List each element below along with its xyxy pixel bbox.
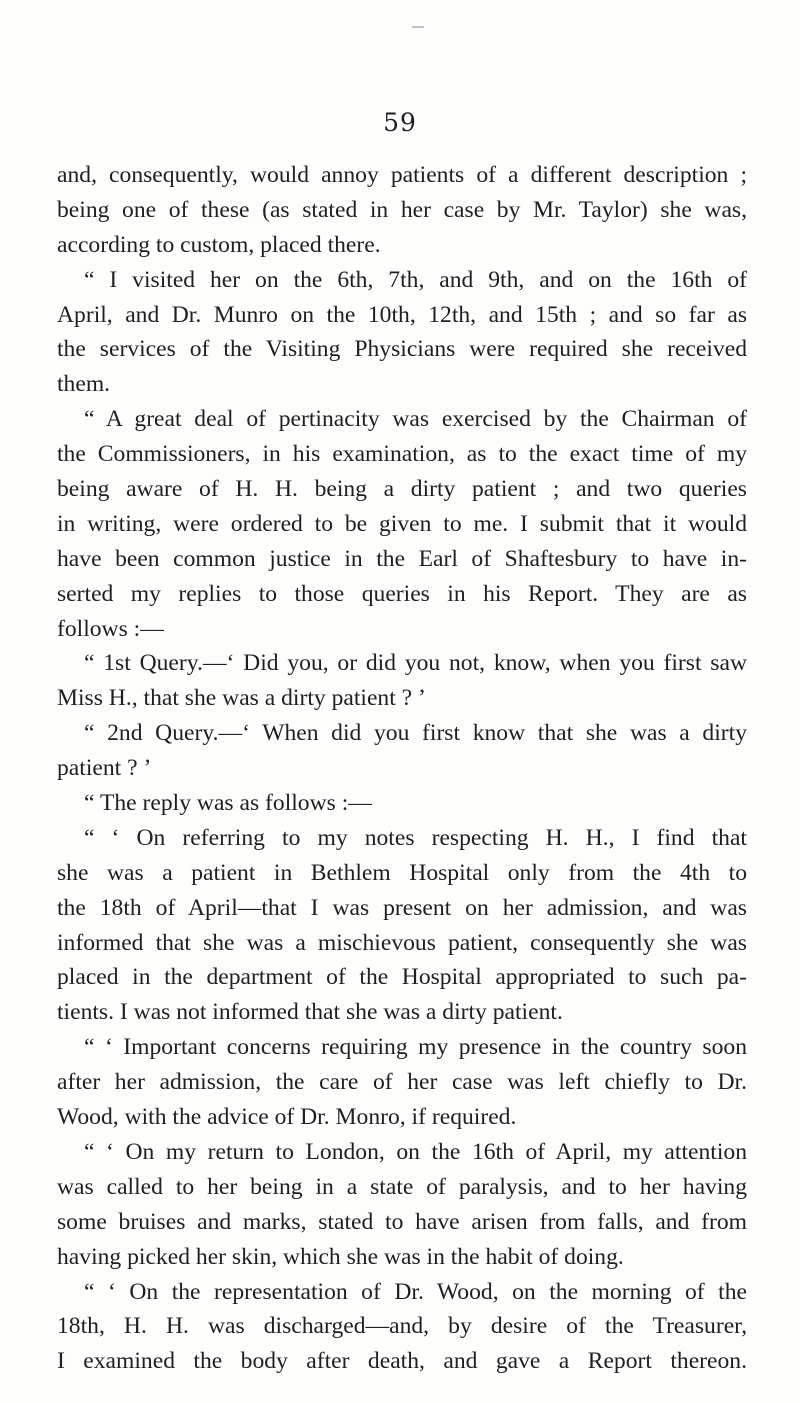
body-text [57, 158, 747, 1379]
text-line: according to custom, placed there. [57, 231, 381, 258]
text-line: follows :— [57, 615, 164, 642]
text-line: being aware of H. H. being a dirty patient ; and two queries [57, 476, 747, 503]
text-line: the Commissioners, in his examination, as to the exact time of my [57, 441, 747, 468]
text-line: was called to her being in a state of paralysis, and to her having [57, 1173, 747, 1200]
text-line: having picked her skin, which she was in the habit of doing. [57, 1243, 624, 1270]
text-line: “ 2nd Query.—‘ When did you first know that she was a dirty [84, 720, 747, 747]
text-line: “ A great deal of pertinacity was exercised by the Chairman of [84, 406, 747, 433]
text-line: the services of the Visiting Physicians were required she received [57, 336, 747, 363]
text-line: serted my replies to those queries in his Report. They are as [57, 580, 747, 607]
text-line: she was a patient in Bethlem Hospital only from the 4th to [57, 859, 747, 886]
text-line: after her admission, the care of her case was left chiefly to Dr. [57, 1069, 747, 1096]
text-line: some bruises and marks, stated to have arisen from falls, and from [57, 1208, 747, 1235]
text-line: “ ‘ On my return to London, on the 16th of April, my attention [84, 1138, 747, 1165]
text-line: placed in the department of the Hospital appropriated to such pa- [57, 964, 747, 991]
text-line: tients. I was not informed that she was a dirty patient. [57, 999, 563, 1026]
text-line: “ ‘ On the representation of Dr. Wood, on the morning of the [84, 1278, 747, 1305]
text-line: and, consequently, would annoy patients of a different description ; [57, 162, 747, 188]
text-line: “ ‘ On referring to my notes respecting H. H., I find that [84, 824, 747, 851]
text-line: in writing, were ordered to be given to me. I submit that it would [57, 510, 747, 537]
print-speck [412, 26, 424, 28]
text-line: Miss H., that she was a dirty patient ? ’ [57, 685, 426, 712]
text-line: the 18th of April—that I was present on her admission, and was [57, 894, 747, 921]
text-line: “ The reply was as follows :— [84, 790, 372, 817]
text-line: “ 1st Query.—‘ Did you, or did you not, know, when you first saw [84, 650, 747, 677]
text-line: patient ? ’ [57, 755, 152, 782]
text-line: being one of these (as stated in her case by Mr. Taylor) she was, [57, 196, 747, 223]
text-line: “ ‘ Important concerns requiring my presence in the country soon [84, 1034, 747, 1061]
text-line: I examined the body after death, and gave a Report thereon. [57, 1348, 747, 1375]
text-line: have been common justice in the Earl of Shaftesbury to have in- [57, 545, 747, 572]
text-line: Wood, with the advice of Dr. Monro, if required. [57, 1104, 517, 1131]
text-line: informed that she was a mischievous patient, consequently she was [57, 929, 747, 956]
text-line: them. [57, 371, 111, 398]
text-line: “ I visited her on the 6th, 7th, and 9th, and on the 16th of [84, 266, 747, 293]
page-number: 59 [383, 108, 417, 137]
text-line: 18th, H. H. was discharged—and, by desire of the Treasurer, [57, 1313, 747, 1340]
text-line: April, and Dr. Munro on the 10th, 12th, and 15th ; and so far as [57, 301, 747, 328]
